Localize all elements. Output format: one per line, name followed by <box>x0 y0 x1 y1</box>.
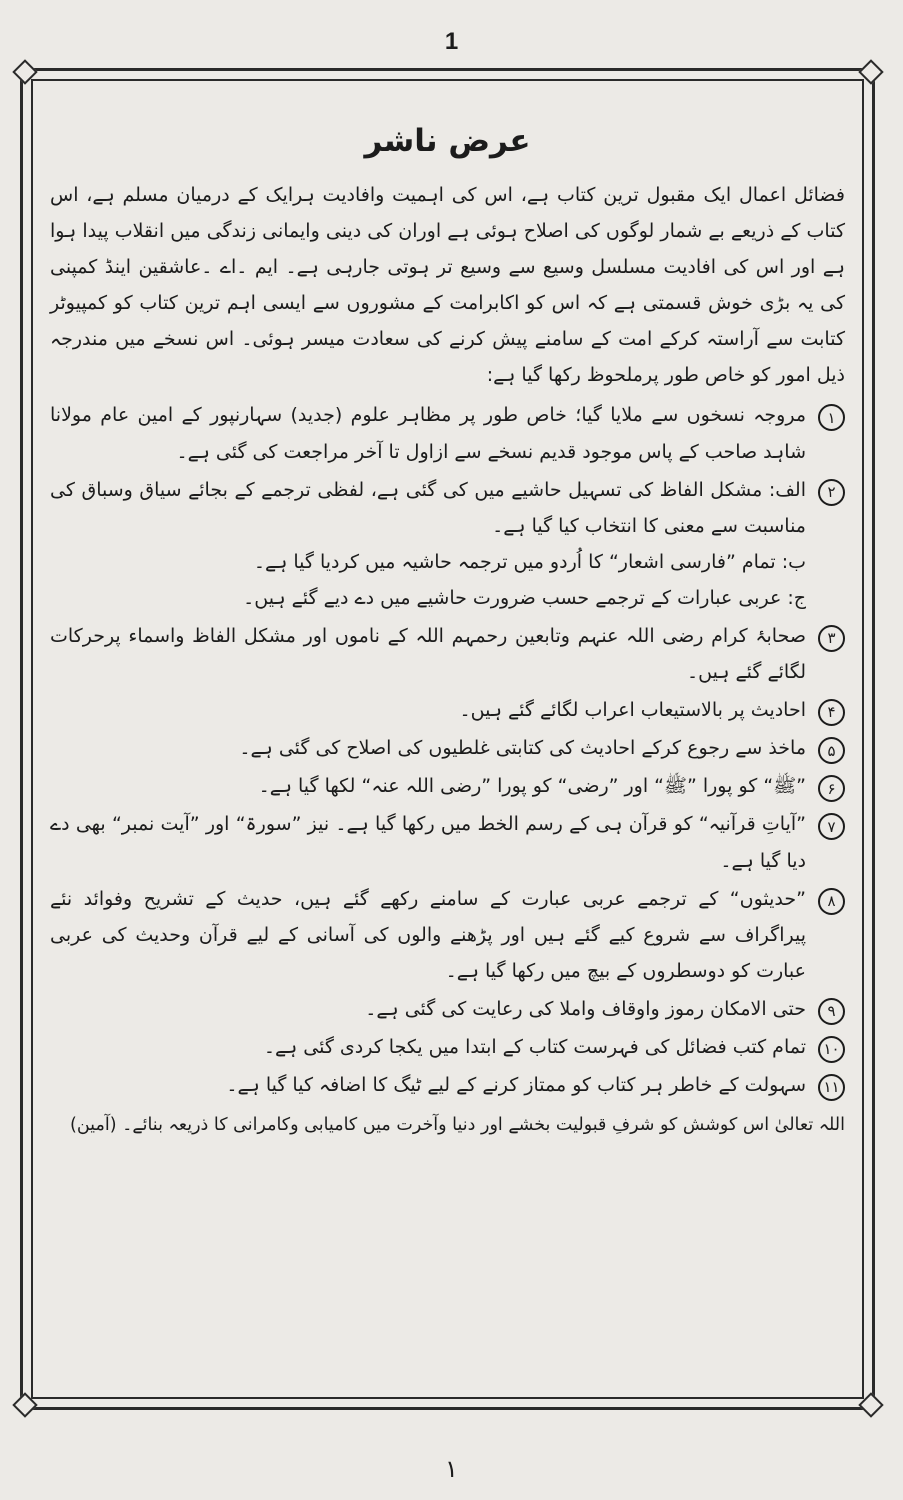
item-text: احادیث پر بالاستیعاب اعراب لگائے گئے ہیں۔ <box>459 699 806 722</box>
item-text: صحابۂ کرام رضی اللہ عنہم وتابعین رحمہم اللہ کے ناموں اور مشکل الفاظ واسماء پرحرکات لگائے گئے ہیں۔ <box>50 625 806 684</box>
list-item <box>50 730 845 766</box>
list-item <box>50 397 845 469</box>
item-text: ”آیاتِ قرآنیہ“ کو قرآن ہی کے رسم الخط میں رکھا گیا ہے۔ نیز ”سورۃ“ اور ”آیت نمبر“ بھی دے دیا گیا ہے۔ <box>50 813 806 872</box>
item-text: ”حدیثوں“ کے ترجمے عربی عبارت کے سامنے رکھے گئے ہیں، حدیث کے تشریح وفوائد نئے پیراگراف سے شروع کیے گئے ہیں اور پڑھنے والوں کی آسانی کے لیے قرآن وحدیث کی عربی عبارت کو دوسطروں کے بیچ میں رکھا گیا ہے۔ <box>50 887 806 982</box>
item-subpoint: ب: تمام ”فارسی اشعار“ کا اُردو میں ترجمہ حاشیہ میں کردیا گیا ہے۔ <box>253 550 806 573</box>
item-body <box>50 397 806 469</box>
list-item <box>50 1029 845 1065</box>
item-text: سہولت کے خاطر ہر کتاب کو ممتاز کرنے کے لیے ٹیگ کا اضافہ کیا گیا ہے۔ <box>226 1074 806 1097</box>
intro-paragraph: فضائل اعمال ایک مقبول ترین کتاب ہے، اس کی اہمیت وافادیت ہرایک کے درمیان مسلم ہے، اس کتاب کے ذریعے بے شمار لوگوں کی اصلاح ہوئی ہے اوران کی دینی وایمانی زندگی میں انقلاب پیدا ہوا ہے اور اس کی افادیت مسلسل وسیع سے وسیع تر ہوتی جارہی ہے۔ ایم ۔اے ۔عاشقین اینڈ کمپنی کی یہ بڑی خوش قسمتی ہے کہ اس کو اکابرامت کے مشوروں سے ایسی اہم ترین کتاب کو کمپیوٹر کتابت سے آراستہ کرکے امت کے سامنے پیش کرنے کی سعادت میسر ہوئی۔ اس نسخے میں مندرجہ ذیل امور کو خاص طور پرملحوظ رکھا گیا ہے: <box>50 183 845 387</box>
item-body <box>50 1029 806 1065</box>
list-item <box>50 806 845 878</box>
item-body <box>50 1067 806 1103</box>
item-text: تمام کتب فضائل کی فہرست کتاب کے ابتدا میں یکجا کردی گئی ہے۔ <box>263 1036 806 1059</box>
item-subpoint: ج: عربی عبارات کے ترجمے حسب ضرورت حاشیے میں دے دیے گئے ہیں۔ <box>243 586 806 609</box>
page-number-top: 1 <box>444 28 459 55</box>
item-number-badge: ۱۱ <box>818 1074 845 1101</box>
list-item <box>50 768 845 804</box>
numbered-list <box>50 397 845 1103</box>
item-body <box>50 472 806 616</box>
item-number-badge: ۹ <box>818 998 845 1025</box>
item-body <box>50 991 806 1027</box>
page-content <box>50 100 845 1400</box>
page-title: عرض ناشر <box>364 123 531 159</box>
list-item <box>50 472 845 616</box>
item-number-badge: ۳ <box>818 625 845 652</box>
item-number-badge: ۲ <box>818 479 845 506</box>
item-text: الف: مشکل الفاظ کی تسہیل حاشیے میں کی گئی ہے، لفظی ترجمے کے بجائے سیاق وسباق کی مناسبت سے معنی کا انتخاب کیا گیا ہے۔ <box>50 478 806 537</box>
list-item <box>50 692 845 728</box>
closing-prayer: اللہ تعالیٰ اس کوشش کو شرفِ قبولیت بخشے اور دنیا وآخرت میں کامیابی وکامرانی کا ذریعہ بنائے۔ (آمین) <box>70 1115 845 1136</box>
item-text: مروجہ نسخوں سے ملایا گیا؛ خاص طور پر مظاہر علوم (جدید) سہارنپور کے امین عام مولانا شاہد صاحب کے پاس موجود قدیم نسخے سے ازاول تا آخر مراجعت کی گئی ہے۔ <box>50 404 806 463</box>
item-body <box>50 618 806 690</box>
item-text: ماخذ سے رجوع کرکے احادیث کی کتابتی غلطیوں کی اصلاح کی گئی ہے۔ <box>239 737 806 760</box>
item-text: ”ﷺ“ کو پورا ”ﷺ“ اور ”رضی“ کو پورا ”رضی اللہ عنہ“ لکھا گیا ہے۔ <box>258 775 806 798</box>
item-body <box>50 692 806 728</box>
item-body <box>50 768 806 804</box>
item-body <box>50 806 806 878</box>
list-item <box>50 618 845 690</box>
item-number-badge: ۸ <box>818 888 845 915</box>
list-item <box>50 991 845 1027</box>
item-number-badge: ۱ <box>818 404 845 431</box>
item-body <box>50 730 806 766</box>
item-number-badge: ۱۰ <box>818 1036 845 1063</box>
page-number-bottom: ۱ <box>445 1457 458 1483</box>
list-item <box>50 1067 845 1103</box>
item-number-badge: ۶ <box>818 775 845 802</box>
item-text: حتی الامکان رموز واوقاف واملا کی رعایت کی گئی ہے۔ <box>365 997 806 1020</box>
item-number-badge: ۷ <box>818 813 845 840</box>
item-number-badge: ۴ <box>818 699 845 726</box>
item-body <box>50 881 806 989</box>
list-item <box>50 881 845 989</box>
item-number-badge: ۵ <box>818 737 845 764</box>
